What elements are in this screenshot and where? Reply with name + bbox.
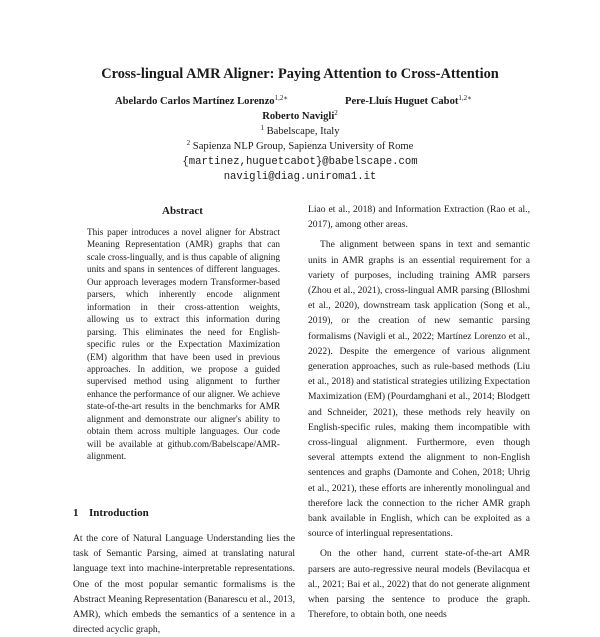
author-1: Abelardo Carlos Martínez Lorenzo$^{1,2∗}$ (115, 94, 289, 107)
affiliation-2: $^2$ Sapienza NLP Group, Sapienza University of Rome (186, 139, 414, 152)
author-3: Roberto Navigli$^2$ (262, 109, 338, 122)
section-heading (73, 507, 149, 519)
right-column-body (308, 202, 530, 622)
left-column-body (73, 531, 295, 637)
author-2: Pere-Lluís Huguet Cabot$^{1,2∗}$ (345, 94, 472, 107)
email-2: navigli@diag.uniroma1.it (223, 171, 377, 183)
paper-title: Cross-lingual AMR Aligner: Paying Attention to Cross-Attention (101, 66, 499, 82)
right-paragraph-3: On the other hand, current state-of-the-art AMR parsers are auto-regressive neural models (Bevilacqua et al., 2021; Bai et al., 2022) that do not generate alignment when parsing the sentence to produce the graph. Therefore, to obtain both, one needs (308, 548, 530, 621)
email-1: {martinez,huguetcabot}@babelscape.com (182, 156, 418, 168)
intro-paragraph-1: At the core of Natural Language Understanding lies the task of Semantic Parsing, aimed at translating natural language text into machine-interpretable representations. One of the most popular semantic formalisms is the Abstract Meaning Representation (Banarescu et al., 2013, AMR), which embeds the semantics of a sentence in a directed acyclic graph, (73, 533, 295, 636)
section-number: 1 (73, 507, 79, 519)
affiliation-1: $^1$ Babelscape, Italy (260, 124, 340, 137)
section-title: Introduction (89, 507, 149, 519)
abstract-text: This paper introduces a novel aligner for Abstract Meaning Representation (AMR) graphs that can scale cross-lingually, and is thus capable of aligning units and spans in sentences of different languages. Our approach leverages modern Transformer-based parsers, which inherently encode alignment information in their cross-attention weights, allowing us to extract this information during parsing. This eliminates the need for English-specific rules or the Expectation Maximization (EM) algorithm that have been used in previous approaches. In addition, we propose a guided supervised method using alignment to further enhance the performance of our aligner. We achieve state-of-the-art results in the benchmarks for AMR alignment and demonstrate our aligner's ability to obtain them across multiple languages. Our code will be available at github.com/Babelscape/AMR-alignment. (87, 227, 280, 462)
right-paragraph-1: Liao et al., 2018) and Information Extraction (Rao et al., 2017), among other areas. (308, 204, 530, 231)
right-paragraph-2: The alignment between spans in text and semantic units in AMR graphs is an essential requirement for a variety of purposes, including training AMR parsers (Zhou et al., 2021), cross-lingual AMR parsing (Blloshmi et al., 2020), downstream task application (Song et al., 2019), or the creation of new semantic parsing formalisms (Navigli et al., 2022; Martínez Lorenzo et al., 2022). Despite the emergence of various alignment generation approaches, such as rule-based methods (Liu et al., 2018) and statistical strategies utilizing Expectation Maximization (EM) (Pourdamghani et al., 2014; Blodgett and Schneider, 2021), these methods rely heavily on English-specific rules, making them incompatible with cross-lingual alignment. Furthermore, even though several attempts extend the alignment to non-English sentences and graphs (Damonte and Cohen, 2018; Uhrig et al., 2021), these efforts are inherently monolingual and therefore lack the connection to the richer AMR graph bank available in English, which can be exploited as a source of interlingual representations. (308, 239, 530, 540)
abstract-heading: Abstract (162, 205, 203, 217)
